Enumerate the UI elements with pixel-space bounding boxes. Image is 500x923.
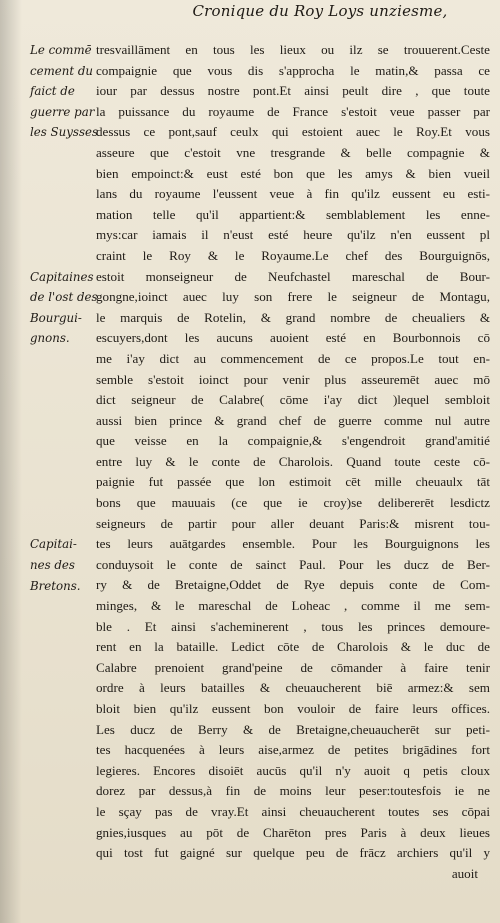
text-line: mys:car iamais il n'eust esté heure qu'ilz n'en eussent pl	[96, 227, 490, 243]
margin-note-line: Capitai-	[30, 537, 77, 552]
body-text	[96, 40, 490, 884]
margin-note-line: nes des	[30, 557, 75, 572]
margin-note-line: Le commē	[30, 43, 92, 57]
text-line: conduysoit le conte de sainct Paul. Pour les ducz de Ber-	[96, 556, 490, 572]
margin-note-line: les Suysses	[30, 125, 99, 140]
text-line: estoit monseigneur de Neufchastel mareschal de Bour-	[96, 268, 490, 284]
text-line: legieres. Encores disoiēt aucūs qu'il n'y auoit q petis cloux	[96, 762, 490, 778]
text-line: mation telle qu'il appartient:& semblablement les enne-	[96, 206, 490, 222]
text-line: bons que mauuais (ce que ie croy)se delibererēt lesdictz	[96, 495, 490, 511]
text-line: gongne,ioinct auec luy son frere le seigneur de Montagu,	[96, 289, 490, 305]
text-line: bloit bien qu'ilz eussent bon vouloir de faire leurs offices.	[96, 701, 490, 716]
text-line: escuyers,dont les aucuns auoient esté en Bourbonnois cō	[96, 330, 490, 346]
running-title: Cronique du Roy Loys unziesme,	[192, 2, 448, 20]
text-line: rent en la bataille. Ledict cōte de Charolois & le duc de	[96, 639, 490, 655]
margin-note-line: cement du	[30, 63, 93, 78]
margin-note-line: Bourgui-	[30, 310, 82, 325]
text-line: aussi bien prince & grand chef de guerre comme nul autre	[96, 412, 490, 428]
text-line: minges, & le mareschal de Loheac , comme il me sem-	[96, 598, 490, 614]
text-line: asseure que c'estoit vne tresgrande & belle compagnie &	[96, 144, 490, 160]
text-line: lans du royaume l'eussent veue à fin qu'ilz eussent eu esti-	[96, 186, 490, 202]
text-line: la puissance du royaume de France s'estoit veue passer par	[96, 103, 490, 119]
text-line: entre luy & le conte de Charolois. Quand toute ceste cō-	[96, 453, 490, 469]
catchword: auoit	[451, 865, 478, 881]
text-line: dessus ce pont,sauf ceulx qui estoient auec le Roy.Et vous	[96, 124, 490, 140]
text-line: seigneurs de partir pour aller deuant Paris:& misrent tou-	[96, 515, 490, 531]
text-line: gnies,iusques au pōt de Charēton pres Paris à deux lieues	[96, 824, 490, 840]
text-line: le marquis de Rotelin, & grand nombre de cheualiers &	[96, 309, 490, 325]
text-line: Calabre prenoient grand'peine de cōmander à faire tenir	[96, 659, 490, 675]
text-line: ordre à leurs batailles & cheuaucherent biē armez:& sem	[96, 680, 490, 696]
text-line: dorez par dessus,à fin de moins leur peser:toutesfois ie ne	[96, 783, 490, 799]
text-line: bien empoinct:& eust esté bon que les amys & bien vueil	[96, 165, 490, 181]
text-line: tes leurs auātgardes ensemble. Pour les Bourguignons les	[96, 536, 490, 552]
margin-note-line: Bretons.	[30, 578, 81, 593]
text-line: le sçay pas de vray.Et ainsi cheuaucherent toutes ses cōpai	[96, 803, 490, 819]
text-line: compaignie que vous dis s'approcha le matin,& passa ce	[96, 62, 490, 78]
text-line: craint le Roy & le Royaume.Le chef des Bourguignōs,	[96, 247, 490, 263]
text-line: ble . Et ainsi s'acheminerent , tous les princes demoure-	[96, 618, 490, 634]
text-line: dict seigneur de Calabre( cōme i'ay dict )lequel sembloit	[96, 392, 490, 408]
text-line: semble s'estoit ioinct pour venir plus asseuremēt auec mō	[96, 371, 490, 387]
margin-note-line: de l'ost des	[30, 290, 98, 305]
text-line: iour par dessus nostre pont.Et ainsi peult dire , que toute	[96, 83, 490, 99]
margin-note-line: Capitaines	[30, 269, 94, 284]
margin-note-line: guerre par	[30, 104, 95, 119]
text-line: me i'ay dict au commencement de ce propos.Le tout en-	[96, 350, 490, 366]
text-line: paignie fut passée que lon estimoit cēt mille cheuaulx tāt	[96, 474, 490, 490]
text-line: que veisse en la compaignie,& s'engendroit grand'amitié	[96, 433, 490, 449]
text-line: ry & de Bretaigne,Oddet de Rye depuis conte de Com-	[96, 577, 490, 593]
gutter-shadow	[0, 0, 22, 923]
text-line: tes hacquenées à leurs aise,armez de petites brigādines fort	[96, 742, 490, 758]
margin-note-line: gnons.	[30, 331, 70, 346]
margin-note-line: faict de	[30, 84, 75, 99]
text-line: qui tost fut gaigné sur quelque peu de frācz archiers qu'il y	[96, 845, 490, 861]
text-line: tresvaillāment en tous les lieux ou ilz se trouuerent.Ceste	[96, 42, 490, 57]
text-line: Les ducz de Berry & de Bretaigne,cheuaucherēt sur peti-	[96, 721, 490, 737]
